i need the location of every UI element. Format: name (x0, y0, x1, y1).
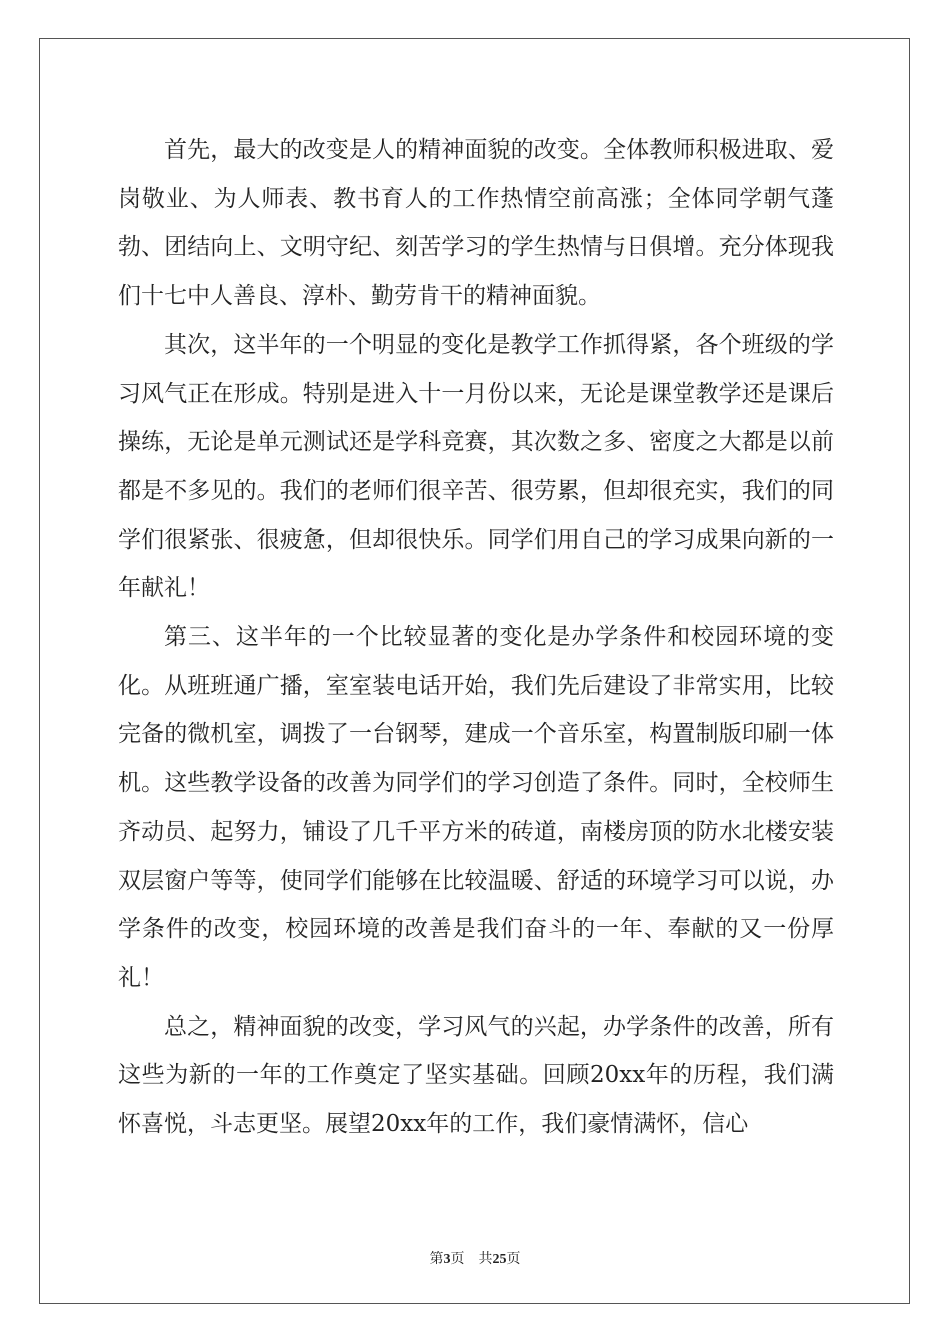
paragraph: 第三、这半年的一个比较显著的变化是办学条件和校园环境的变化。从班班通广播，室室装电话开始，我们先后建设了非常实用，比较完备的微机室，调拨了一台钢琴，建成一个音乐室，构置制版印刷一体机。这些教学设备的改善为同学们的学习创造了条件。同时，全校师生齐动员、起努力，铺设了几千平方米的砖道，南楼房顶的防水北楼安装双层窗户等等，使同学们能够在比较温暖、舒适的环境学习可以说，办学条件的改变，校园环境的改善是我们奋斗的一年、奉献的又一份厚礼！ (118, 624, 834, 991)
total-prefix: 共 (478, 1252, 493, 1267)
paragraph: 其次，这半年的一个明显的变化是教学工作抓得紧，各个班级的学习风气正在形成。特别是进入十一月份以来，无论是课堂教学还是课后操练，无论是单元测试还是学科竞赛，其次数之多、密度之大都是以前都是不多见的。我们的老师们很辛苦、很劳累，但却很充实，我们的同学们很紧张、很疲惫，但却很快乐。同学们用自己的学习成果向新的一年献礼！ (118, 331, 834, 602)
total-pages-number: 25 (492, 1252, 507, 1267)
page-footer (0, 1248, 950, 1268)
paragraph: 首先，最大的改变是人的精神面貌的改变。全体教师积极进取、爱岗敬业、为人师表、教书育人的工作热情空前高涨；全体同学朝气蓬勃、团结向上、文明守纪、刻苦学习的学生热情与日俱增。充分体现我们十七中人善良、淳朴、勤劳肯干的精神面貌。 (118, 137, 834, 310)
total-suffix: 页 (506, 1252, 521, 1267)
page-suffix: 页 (450, 1252, 465, 1267)
current-page-number: 3 (443, 1252, 451, 1267)
page-prefix: 第 (429, 1252, 444, 1267)
document-body (118, 126, 834, 1149)
paragraph: 总之，精神面貌的改变，学习风气的兴起，办学条件的改善，所有这些为新的一年的工作奠定了坚实基础。回顾20xx年的历程，我们满怀喜悦，斗志更坚。展望20xx年的工作，我们豪情满怀，信心 (118, 1013, 834, 1138)
